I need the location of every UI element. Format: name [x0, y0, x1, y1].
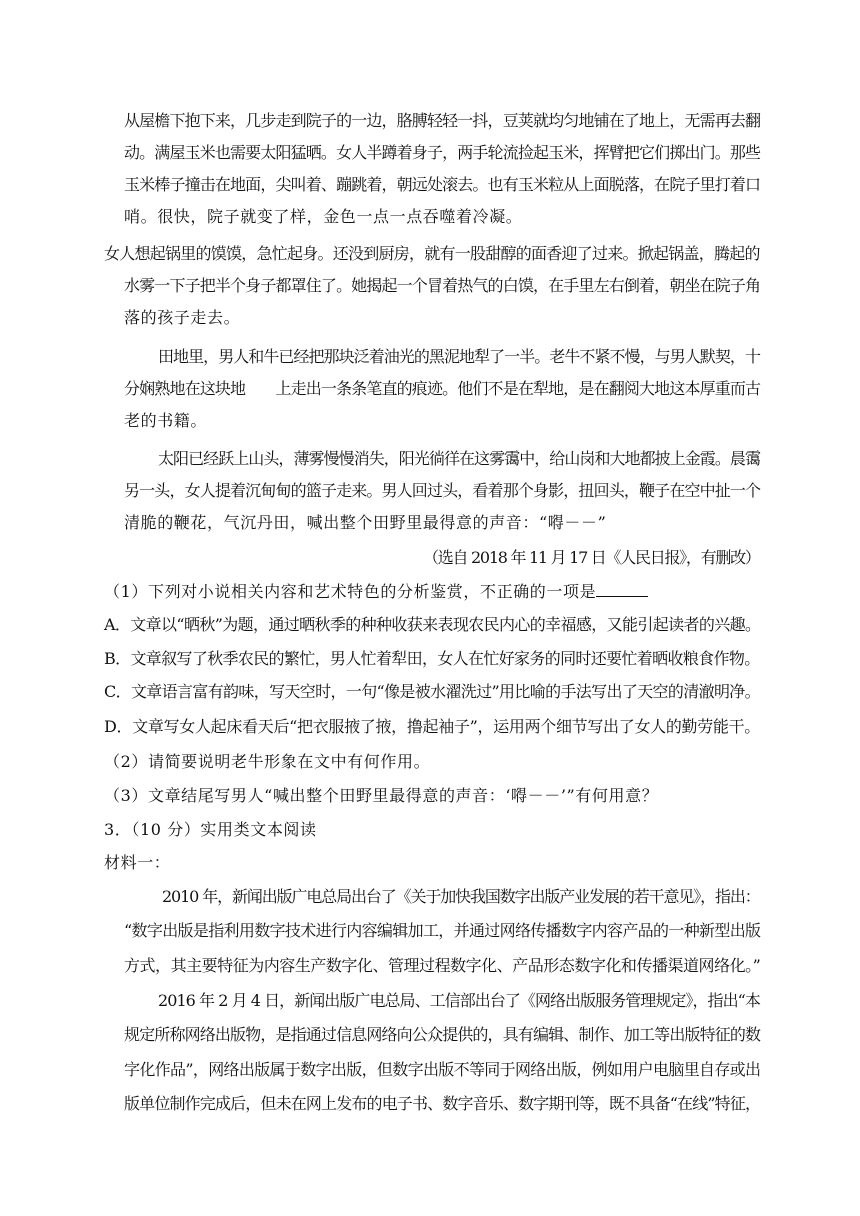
story-line: 分娴熟地在这块地 上走出一条条笔直的痕迹。他们不是在犁地，是在翻阅大地这本厚重而古 [124, 379, 761, 398]
story-line: 太阳已经跃上山头，薄雾慢慢消失，阳光徜徉在这雾霭中，给山岗和大地都披上金霞。晨霭 [158, 449, 761, 468]
story-line: 田地里，男人和牛已经把那块泛着油光的黑泥地犁了一半。老牛不紧不慢，与男人默契，十 [158, 347, 761, 366]
story-line: 另一头，女人提着沉甸甸的篮子走来。男人回过头，看着那个身影，扭回头，鞭子在空中扯一个 [124, 481, 761, 500]
source-citation: （选自 2018 年 11 月 17 日《人民日报》，有删改） [423, 548, 760, 567]
material-line: 规定所称网络出版物，是指通过信息网络向公众提供的，具有编辑、制作、加工等出版特征的数 [124, 1025, 761, 1044]
section-heading: 3．（10 分）实用类文本阅读 [104, 820, 317, 839]
story-line: 动。满屋玉米也需要太阳猛晒。女人半蹲着身子，两手轮流捡起玉米，挥臂把它们掷出门。那些 [124, 143, 761, 162]
story-line: 女人想起锅里的馍馍，急忙起身。还没到厨房，就有一股甜醇的面香迎了过来。掀起锅盖，腾起的 [104, 244, 760, 263]
material-line: 方式，其主要特征为内容生产数字化、管理过程数字化、产品形态数字化和传播渠道网络化。” [124, 956, 761, 975]
story-line: 玉米棒子撞击在地面，尖叫着、蹦跳着，朝远处滚去。也有玉米粒从上面脱落，在院子里打着口 [124, 175, 761, 194]
story-line: 水雾一下子把半个身子都罩住了。她揭起一个冒着热气的白馍，在手里左右倒着，朝坐在院子角 [124, 276, 761, 295]
option-c: C．文章语言富有韵味，写天空时，一句“像是被水濯洗过”用比喻的手法写出了天空的清澈明净。 [104, 682, 761, 701]
material-line: 2010 年，新闻出版广电总局出台了《关于加快我国数字出版产业发展的若干意见》，指出： [162, 887, 760, 906]
question-2: （2）请简要说明老牛形象在文中有何作用。 [104, 752, 431, 771]
option-d: D．文章写女人起床看天后“把衣服掖了掖，撸起袖子”，运用两个细节写出了女人的勤劳能干。 [104, 717, 760, 736]
answer-blank [596, 582, 648, 597]
option-a: A．文章以“晒秋”为题，通过晒秋季的种种收获来表现农民内心的幸福感，又能引起读者的兴趣。 [104, 615, 761, 634]
story-line: 哨。很快，院子就变了样，金色一点一点吞噬着冷凝。 [124, 207, 523, 226]
question-1-text: （1）下列对小说相关内容和艺术特色的分析鉴赏，不正确的一项是 [104, 582, 597, 601]
material-line: 版单位制作完成后，但未在网上发布的电子书、数字音乐、数字期刊等，既不具备“在线”特征， [124, 1094, 761, 1113]
question-1 [104, 581, 648, 603]
story-line: 落的孩子走去。 [124, 308, 241, 327]
story-line: 老的书籍。 [124, 411, 208, 430]
material-label: 材料一： [104, 853, 171, 872]
material-line: 2016 年 2 月 4 日，新闻出版广电总局、工信部出台了《网络出版服务管理规定》，指出“本 [158, 991, 760, 1010]
material-line: “数字出版是指利用数字技术进行内容编辑加工，并通过网络传播数字内容产品的一种新型出版 [124, 921, 761, 940]
story-line: 清脆的鞭花，气沉丹田，喊出整个田野里最得意的声音：“嘚－－” [124, 513, 607, 532]
material-line: 字化作品”，网络出版属于数字出版，但数字出版不等同于网络出版，例如用户电脑里自存或出 [124, 1060, 761, 1079]
question-3: （3）文章结尾写男人“喊出整个田野里最得意的声音：‘嘚－－’”有何用意？ [104, 786, 659, 805]
option-b: B．文章叙写了秋季农民的繁忙，男人忙着犁田，女人在忙好家务的同时还要忙着晒收粮食作物。 [104, 649, 760, 668]
story-line: 从屋檐下抱下来，几步走到院子的一边，胳膊轻轻一抖，豆荚就均匀地铺在了地上，无需再去翻 [124, 111, 761, 130]
